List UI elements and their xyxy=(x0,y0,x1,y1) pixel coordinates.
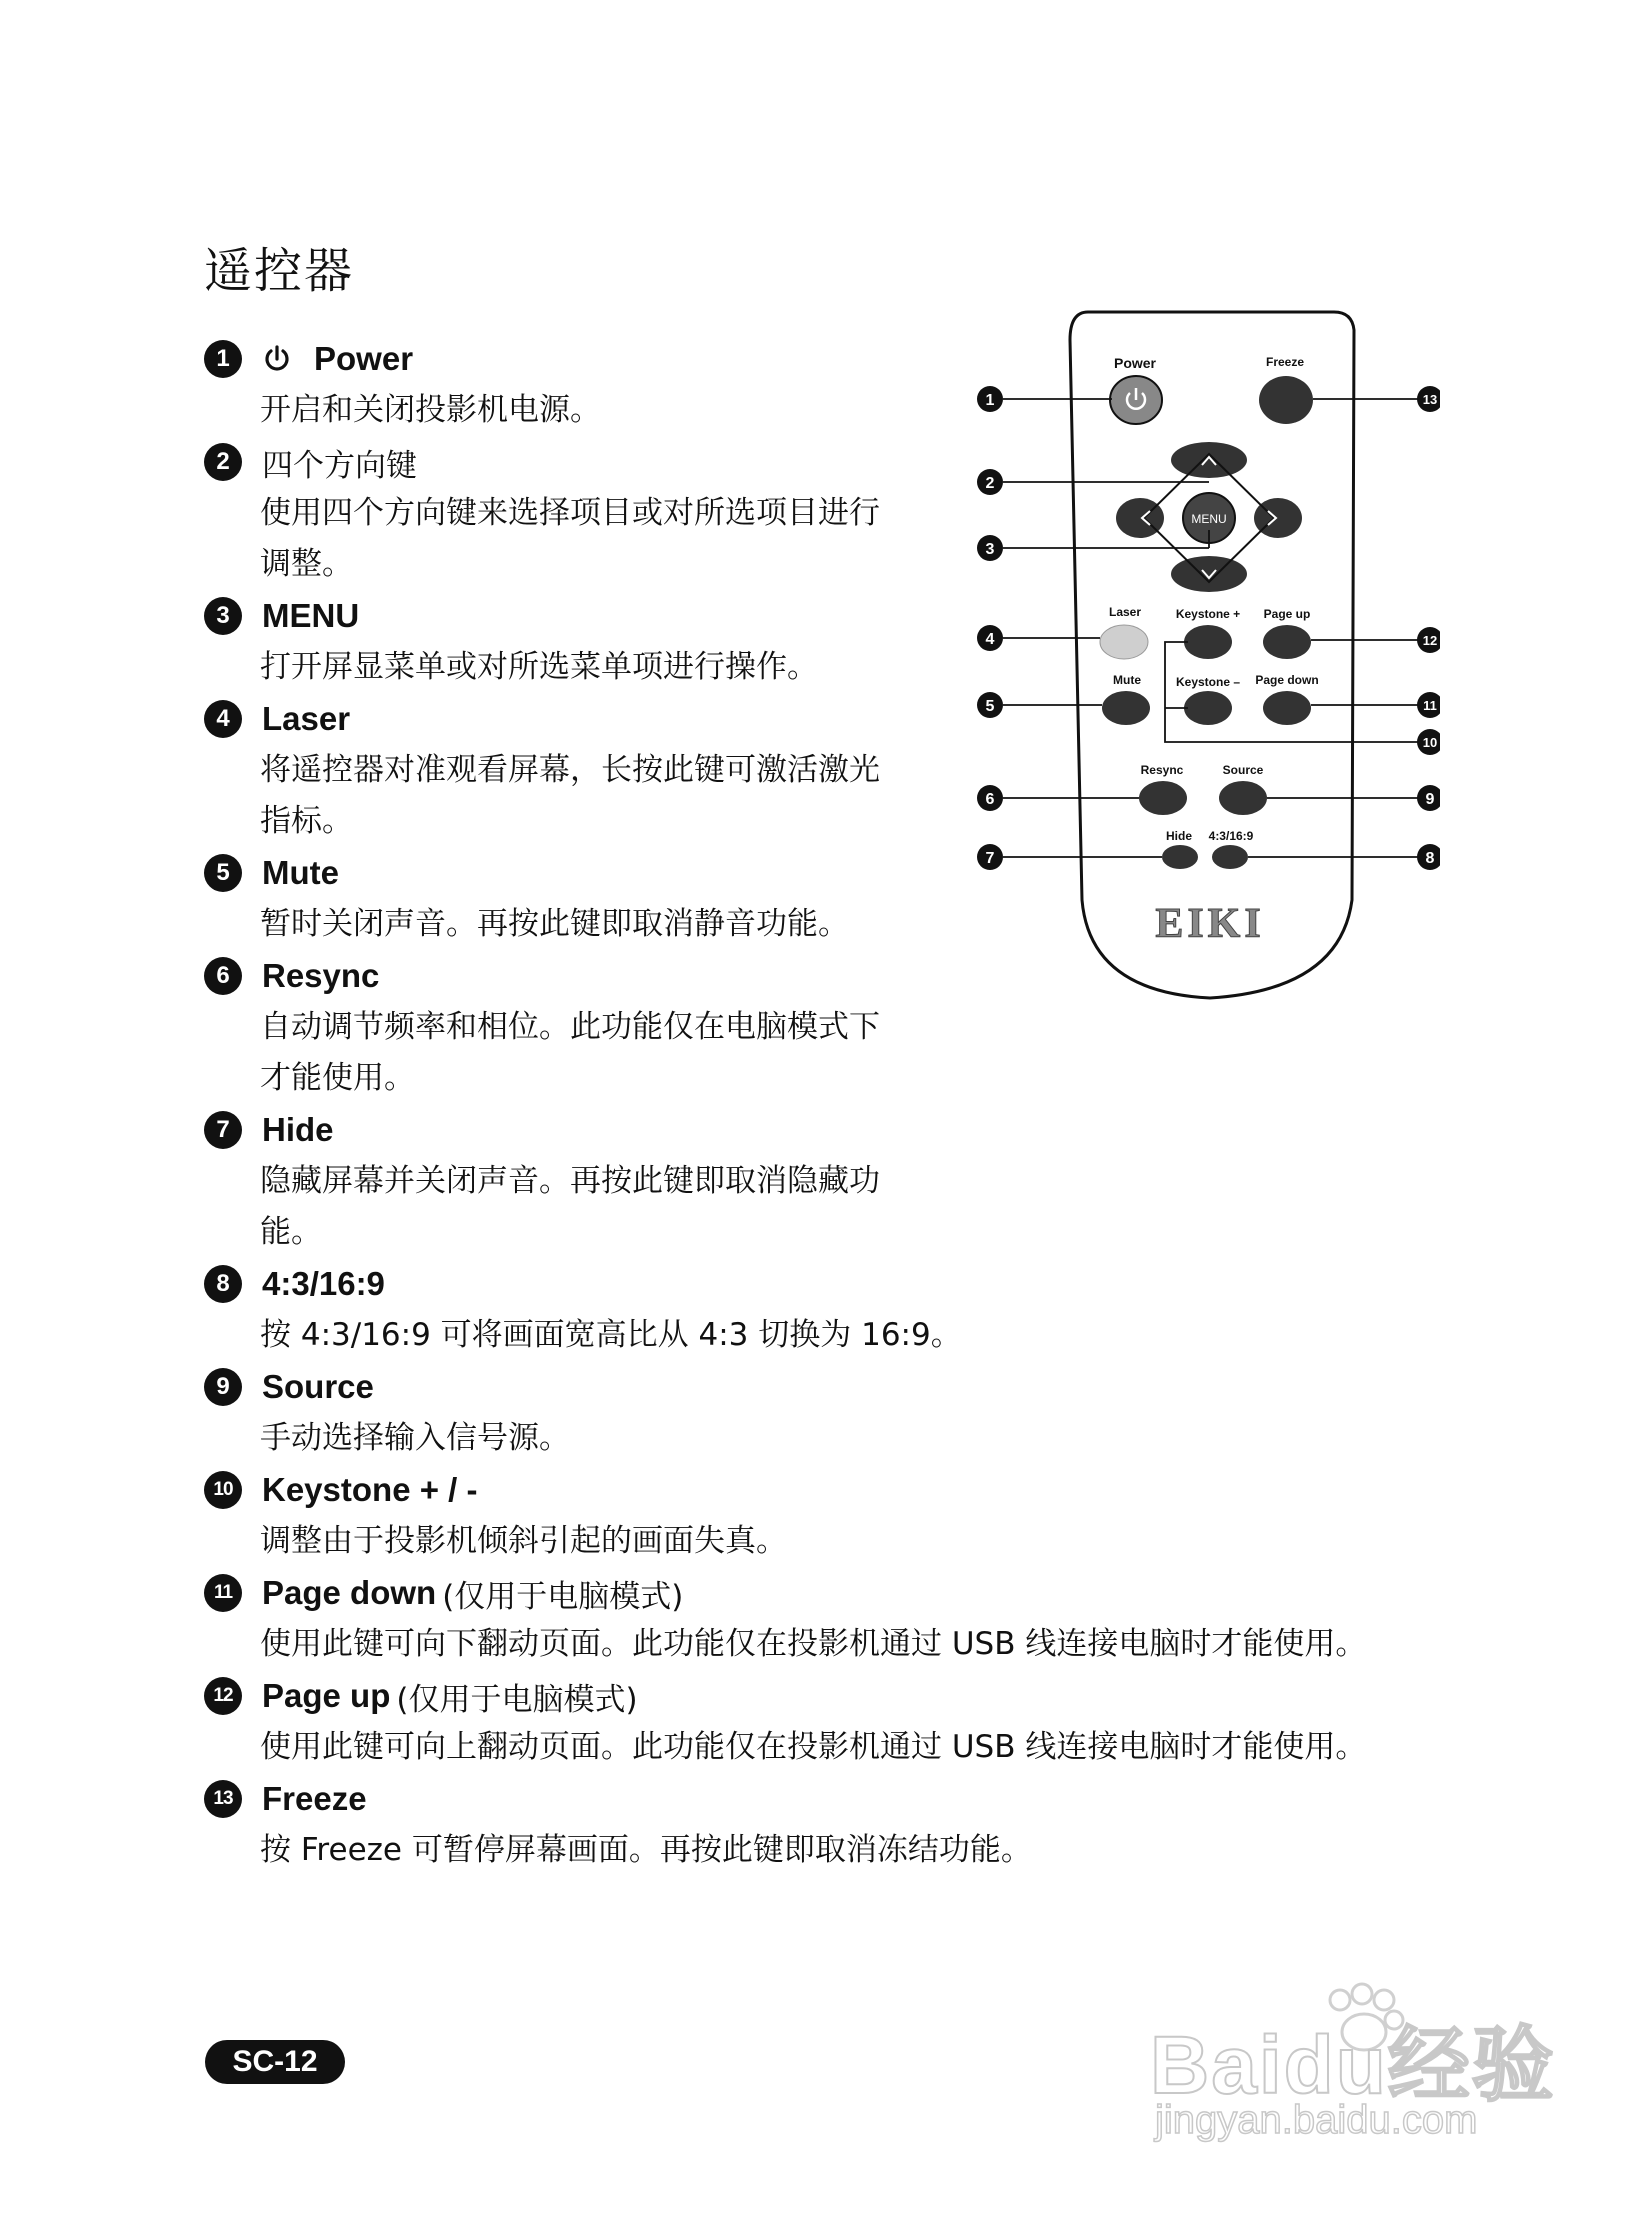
brand-logo: EIKI xyxy=(1155,901,1265,947)
item-label: Hide xyxy=(262,1111,334,1148)
item-desc: 手动选择输入信号源。 xyxy=(260,1420,570,1456)
down-key xyxy=(1171,556,1247,592)
list-item xyxy=(204,1773,1534,1876)
keystone-plus-label: Keystone + xyxy=(1175,607,1241,621)
aspect-key xyxy=(1212,845,1248,869)
callout-number: 11 xyxy=(204,1574,242,1612)
callout-number: 10 xyxy=(204,1471,242,1509)
item-desc: 使用此键可向下翻动页面。此功能仅在投影机通过 USB 线连接电脑时才能使用。 xyxy=(260,1626,1367,1662)
item-label: Laser xyxy=(262,700,351,737)
callout-number: 6 xyxy=(204,957,242,995)
callout-number: 7 xyxy=(985,850,995,867)
item-desc: 开启和关闭投影机电源。 xyxy=(260,392,601,428)
list-item xyxy=(204,1104,1534,1258)
power-icon xyxy=(262,344,292,374)
up-key xyxy=(1171,442,1247,478)
keystone-minus-key xyxy=(1184,691,1232,725)
item-desc: 使用四个方向键来选择项目或对所选项目进行调整。 xyxy=(260,495,880,582)
callout-number: 10 xyxy=(1422,735,1438,750)
callout-number: 3 xyxy=(204,597,242,635)
remote-diagram xyxy=(960,300,1440,1020)
callout-number: 13 xyxy=(204,1780,242,1818)
item-desc: 按 4:3/16:9 可将画面宽高比从 4:3 切换为 16:9。 xyxy=(260,1317,962,1353)
item-desc: 自动调节频率和相位。此功能仅在电脑模式下才能使用。 xyxy=(260,1009,880,1096)
item-label: Freeze xyxy=(262,1780,367,1817)
item-label: 四个方向键 xyxy=(262,447,417,484)
callout-number: 13 xyxy=(1422,392,1438,407)
callout-number: 8 xyxy=(204,1265,242,1303)
source-key xyxy=(1219,781,1267,815)
watermark-url: jingyan.baidu.com xyxy=(1155,2098,1478,2142)
callout-number: 4 xyxy=(985,631,995,648)
callout-number: 8 xyxy=(1425,850,1435,867)
item-desc: 使用此键可向上翻动页面。此功能仅在投影机通过 USB 线连接电脑时才能使用。 xyxy=(260,1729,1367,1765)
keystone-plus-key xyxy=(1184,625,1232,659)
item-desc: 调整由于投影机倾斜引起的画面失真。 xyxy=(260,1523,787,1559)
callout-number: 3 xyxy=(985,541,995,558)
page-up-label: Page up xyxy=(1263,607,1311,621)
freeze-key-label: Freeze xyxy=(1265,355,1305,369)
power-key-label: Power xyxy=(1113,355,1157,371)
list-item xyxy=(204,1464,1534,1567)
aspect-key-label: 4:3/16:9 xyxy=(1208,829,1254,843)
callout-number: 7 xyxy=(204,1111,242,1149)
item-desc: 打开屏显菜单或对所选菜单项进行操作。 xyxy=(260,649,818,685)
keystone-minus-label: Keystone – xyxy=(1175,675,1241,689)
laser-key-label: Laser xyxy=(1108,605,1142,619)
item-suffix: (仅用于电脑模式) xyxy=(396,1681,638,1718)
list-item xyxy=(204,1361,1534,1464)
callout-number: 2 xyxy=(204,443,242,481)
item-label: Mute xyxy=(262,854,339,891)
callout-number: 12 xyxy=(204,1677,242,1715)
callout-number: 11 xyxy=(1423,698,1437,713)
item-desc: 将遥控器对准观看屏幕，长按此键可激活激光指标。 xyxy=(260,752,880,839)
callout-number: 1 xyxy=(985,392,995,409)
freeze-key xyxy=(1259,376,1313,424)
item-label: Keystone + / - xyxy=(262,1471,478,1508)
page-title: 遥控器 xyxy=(204,243,355,299)
page-down-label: Page down xyxy=(1255,673,1319,687)
laser-key xyxy=(1100,625,1148,659)
item-label: 4:3/16:9 xyxy=(262,1265,385,1302)
list-item xyxy=(204,1258,1534,1361)
item-label: MENU xyxy=(262,597,360,634)
callout-number: 9 xyxy=(1425,791,1435,808)
hide-key xyxy=(1162,845,1198,869)
watermark-main: Baidu经验 xyxy=(1150,2020,1556,2111)
callout-number: 6 xyxy=(985,791,995,808)
item-label: Power xyxy=(314,340,414,377)
callout-number: 4 xyxy=(204,700,242,738)
item-label: Source xyxy=(262,1368,374,1405)
page-down-key xyxy=(1263,691,1311,725)
item-desc: 暂时关闭声音。再按此键即取消静音功能。 xyxy=(260,906,849,942)
source-key-label: Source xyxy=(1222,763,1264,777)
menu-key-label: MENU xyxy=(1191,512,1227,526)
item-label: Resync xyxy=(262,957,380,994)
resync-key xyxy=(1139,781,1187,815)
hide-key-label: Hide xyxy=(1165,829,1193,843)
callout-number: 5 xyxy=(204,854,242,892)
item-desc: 隐藏屏幕并关闭声音。再按此键即取消隐藏功能。 xyxy=(260,1163,880,1250)
callout-number: 12 xyxy=(1422,633,1438,648)
item-desc: 按 Freeze 可暂停屏幕画面。再按此键即取消冻结功能。 xyxy=(260,1832,1032,1868)
resync-key-label: Resync xyxy=(1140,763,1184,777)
callout-number: 9 xyxy=(204,1368,242,1406)
callout-number: 5 xyxy=(985,698,995,715)
callout-number: 1 xyxy=(204,340,242,378)
item-label: Page down xyxy=(262,1574,437,1611)
mute-key-label: Mute xyxy=(1113,673,1141,687)
list-item xyxy=(204,1567,1534,1670)
callout-number: 2 xyxy=(985,475,995,492)
mute-key xyxy=(1102,691,1150,725)
page-number: SC-12 xyxy=(205,2040,345,2084)
item-suffix: (仅用于电脑模式) xyxy=(442,1578,684,1615)
list-item xyxy=(204,1670,1534,1773)
page-up-key xyxy=(1263,625,1311,659)
item-label: Page up xyxy=(262,1677,391,1714)
